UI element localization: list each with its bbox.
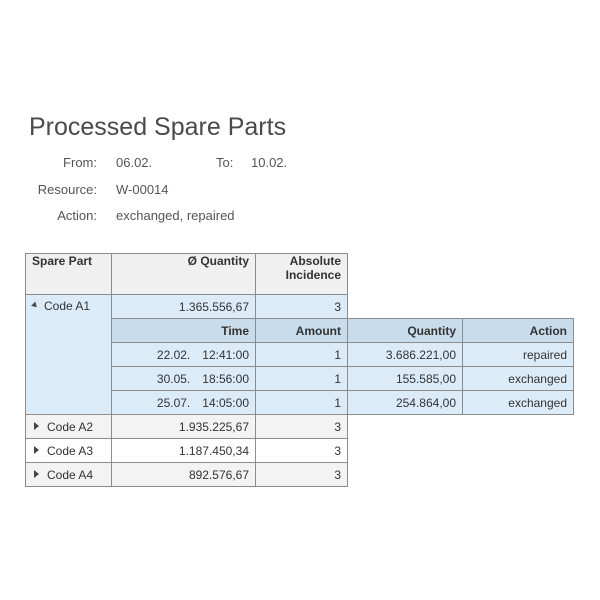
incidence-cell: 3 bbox=[256, 439, 348, 463]
detail-time-cell bbox=[112, 367, 256, 391]
table-header-row bbox=[26, 254, 574, 295]
code-label: Code A4 bbox=[47, 467, 94, 482]
to-label: To: bbox=[216, 155, 234, 170]
detail-header-quantity[interactable]: Quantity bbox=[348, 319, 463, 343]
incidence-cell: 3 bbox=[256, 295, 348, 319]
resource-label: Resource: bbox=[37, 182, 97, 197]
incidence-cell: 3 bbox=[256, 415, 348, 439]
detail-amount-cell: 1 bbox=[256, 343, 348, 367]
table-row bbox=[26, 415, 574, 439]
expand-triangle-icon bbox=[34, 422, 39, 430]
detail-time: 12:41:00 bbox=[202, 347, 249, 362]
collapse-triangle-icon bbox=[31, 302, 39, 310]
code-label: Code A3 bbox=[47, 443, 94, 458]
detail-header-time[interactable]: Time bbox=[112, 319, 256, 343]
detail-time-cell bbox=[112, 343, 256, 367]
detail-action-cell: exchanged bbox=[463, 391, 574, 415]
detail-action-cell: repaired bbox=[463, 343, 574, 367]
detail-quantity-cell: 254.864,00 bbox=[348, 391, 463, 415]
table-row bbox=[26, 463, 574, 487]
action-value: exchanged, repaired bbox=[116, 208, 235, 223]
table-row bbox=[26, 439, 574, 463]
detail-amount-cell: 1 bbox=[256, 367, 348, 391]
detail-time: 14:05:00 bbox=[202, 395, 249, 410]
resource-value: W-00014 bbox=[116, 182, 169, 197]
code-label: Code A2 bbox=[47, 419, 94, 434]
to-value: 10.02. bbox=[251, 155, 288, 170]
detail-date: 25.07. bbox=[156, 395, 191, 410]
detail-time-cell bbox=[112, 391, 256, 415]
detail-time: 18:56:00 bbox=[202, 371, 249, 386]
code-label: Code A1 bbox=[44, 299, 91, 313]
header-absolute-incidence[interactable] bbox=[256, 254, 348, 295]
detail-amount-cell: 1 bbox=[256, 391, 348, 415]
detail-date: 22.02. bbox=[156, 347, 191, 362]
page-title: Processed Spare Parts bbox=[29, 113, 287, 141]
detail-quantity-cell: 3.686.221,00 bbox=[348, 343, 463, 367]
detail-action-cell: exchanged bbox=[463, 367, 574, 391]
avg-quantity-cell: 1.187.450,34 bbox=[112, 439, 256, 463]
avg-quantity-cell: 892.576,67 bbox=[112, 463, 256, 487]
detail-date: 30.05. bbox=[156, 371, 191, 386]
header-absolute-line1: Absolute bbox=[289, 254, 341, 268]
expand-triangle-icon bbox=[34, 446, 39, 454]
header-avg-quantity[interactable]: Ø Quantity bbox=[112, 254, 256, 295]
incidence-cell: 3 bbox=[256, 463, 348, 487]
spare-parts-table bbox=[25, 253, 574, 487]
from-label: From: bbox=[63, 155, 97, 170]
from-value: 06.02. bbox=[116, 155, 153, 170]
header-spare-part[interactable]: Spare Part bbox=[26, 254, 112, 295]
group-toggle-code-a1[interactable] bbox=[26, 295, 112, 415]
header-absolute-line2: Incidence bbox=[285, 268, 341, 282]
table-row bbox=[26, 295, 574, 319]
group-toggle-code-a2[interactable] bbox=[26, 415, 112, 439]
group-toggle-code-a3[interactable] bbox=[26, 439, 112, 463]
detail-header-amount[interactable]: Amount bbox=[256, 319, 348, 343]
detail-quantity-cell: 155.585,00 bbox=[348, 367, 463, 391]
group-toggle-code-a4[interactable] bbox=[26, 463, 112, 487]
avg-quantity-cell: 1.935.225,67 bbox=[112, 415, 256, 439]
avg-quantity-cell: 1.365.556,67 bbox=[112, 295, 256, 319]
expand-triangle-icon bbox=[34, 470, 39, 478]
detail-header-action[interactable]: Action bbox=[463, 319, 574, 343]
action-label: Action: bbox=[57, 208, 97, 223]
